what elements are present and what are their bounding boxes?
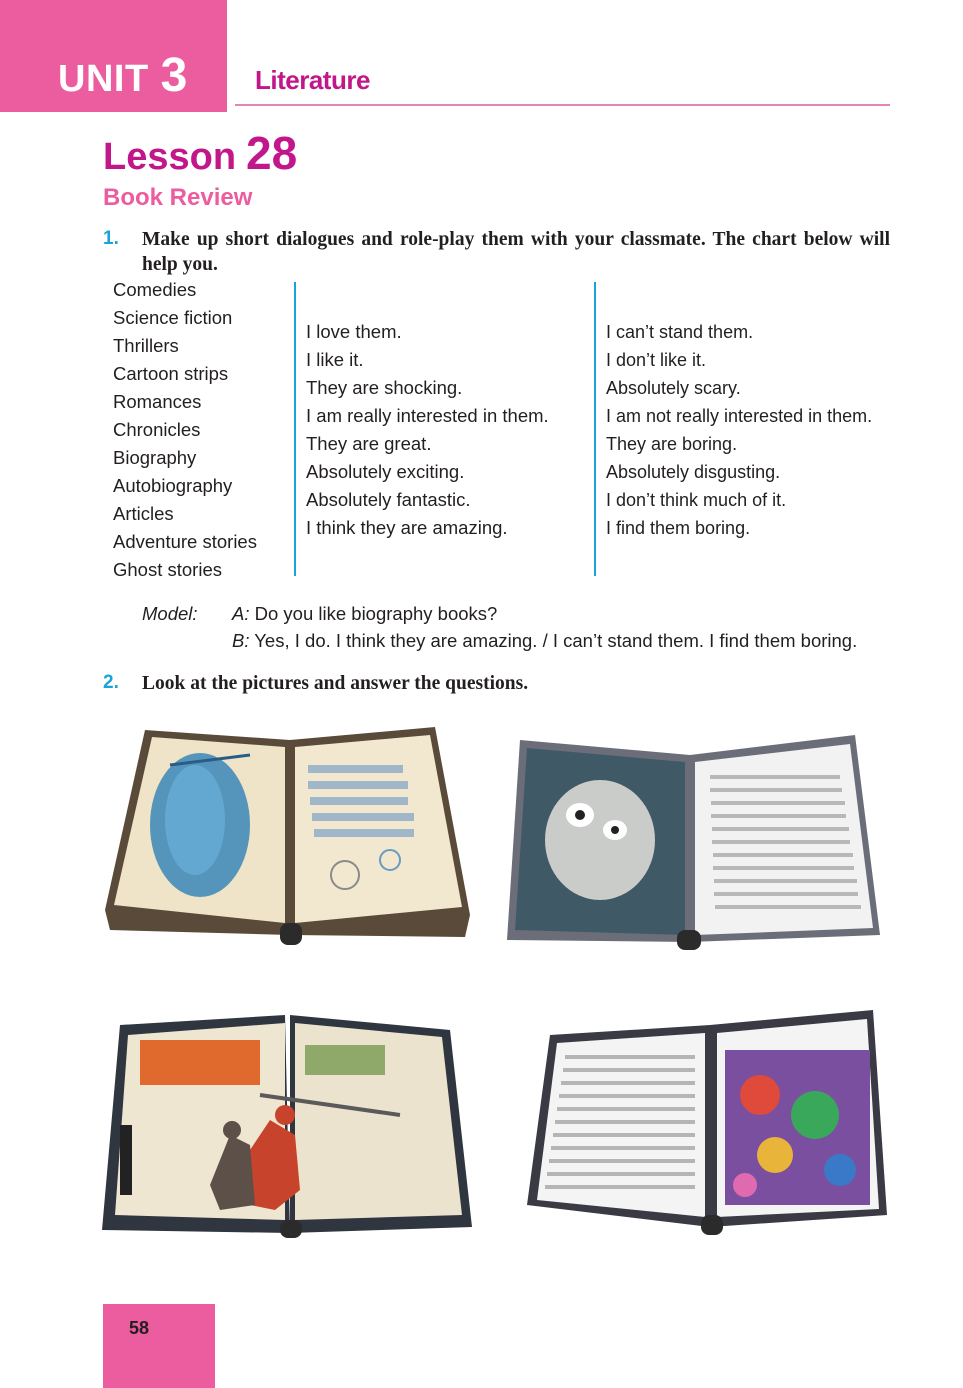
lesson-word: Lesson <box>103 136 237 178</box>
book-illustration-novel <box>505 730 885 952</box>
speaker-b: B: <box>232 630 250 651</box>
list-item: They are shocking. <box>306 377 463 398</box>
task-1-number: 1. <box>103 228 119 249</box>
list-item: Absolutely disgusting. <box>606 462 781 482</box>
list-item: I can’t stand them. <box>606 322 754 342</box>
list-item: They are boring. <box>606 434 738 454</box>
model-b-text: Yes, I do. I think they are amazing. / I can’t stand them. I find them boring. <box>249 630 858 651</box>
list-item: Absolutely exciting. <box>306 461 465 482</box>
column-divider <box>294 282 296 576</box>
lesson-title <box>103 127 298 179</box>
list-item: I don’t like it. <box>606 350 707 370</box>
list-item: Ghost stories <box>113 559 222 580</box>
list-item: I am really interested in them. <box>306 405 549 426</box>
list-item: Thrillers <box>113 335 179 356</box>
list-item: I like it. <box>306 349 364 370</box>
list-item: Absolutely fantastic. <box>306 489 471 510</box>
positive-opinions-column <box>306 318 549 542</box>
unit-title: Literature <box>255 65 370 95</box>
model-line-b <box>232 627 857 654</box>
list-item: I think they are amazing. <box>306 517 508 538</box>
unit-label <box>58 49 188 102</box>
list-item: Science fiction <box>113 307 233 328</box>
task-2-number: 2. <box>103 672 119 693</box>
list-item: I find them boring. <box>606 518 751 538</box>
speaker-a: A: <box>232 603 250 624</box>
genre-column <box>113 276 257 584</box>
list-item: Articles <box>113 503 174 524</box>
task-2-instruction: Look at the pictures and answer the questions. <box>142 673 529 694</box>
lesson-number: 28 <box>246 127 298 179</box>
model-label <box>142 600 198 627</box>
list-item: Absolutely scary. <box>606 378 741 398</box>
book-illustration-children <box>100 725 475 950</box>
list-item: Romances <box>113 391 202 412</box>
negative-opinions-column <box>606 318 872 542</box>
column-divider <box>594 282 596 576</box>
list-item: Cartoon strips <box>113 363 229 384</box>
unit-number: 3 <box>160 49 188 102</box>
list-item: Biography <box>113 447 197 468</box>
list-item: They are great. <box>306 433 432 454</box>
unit-word: UNIT <box>58 58 149 100</box>
header-divider <box>235 104 890 106</box>
list-item: Autobiography <box>113 475 233 496</box>
list-item: Chronicles <box>113 419 201 440</box>
list-item: I am not really interested in them. <box>606 406 873 426</box>
list-item: I love them. <box>306 321 402 342</box>
model-line-a <box>232 600 497 627</box>
book-illustration-comics <box>525 1005 890 1237</box>
page-number-box <box>103 1304 215 1388</box>
lesson-subtitle: Book Review <box>103 184 253 211</box>
page-number: 58 <box>129 1318 150 1338</box>
list-item: Comedies <box>113 279 197 300</box>
list-item: Adventure stories <box>113 531 257 552</box>
task-1-instruction: Make up short dialogues and role-play them with your classmate. The chart below will help you. <box>142 229 890 275</box>
book-illustration-history <box>100 1005 475 1240</box>
model-a-text: Do you like biography books? <box>249 603 498 624</box>
model-label-text: Model: <box>142 603 198 624</box>
list-item: I don’t think much of it. <box>606 490 787 510</box>
